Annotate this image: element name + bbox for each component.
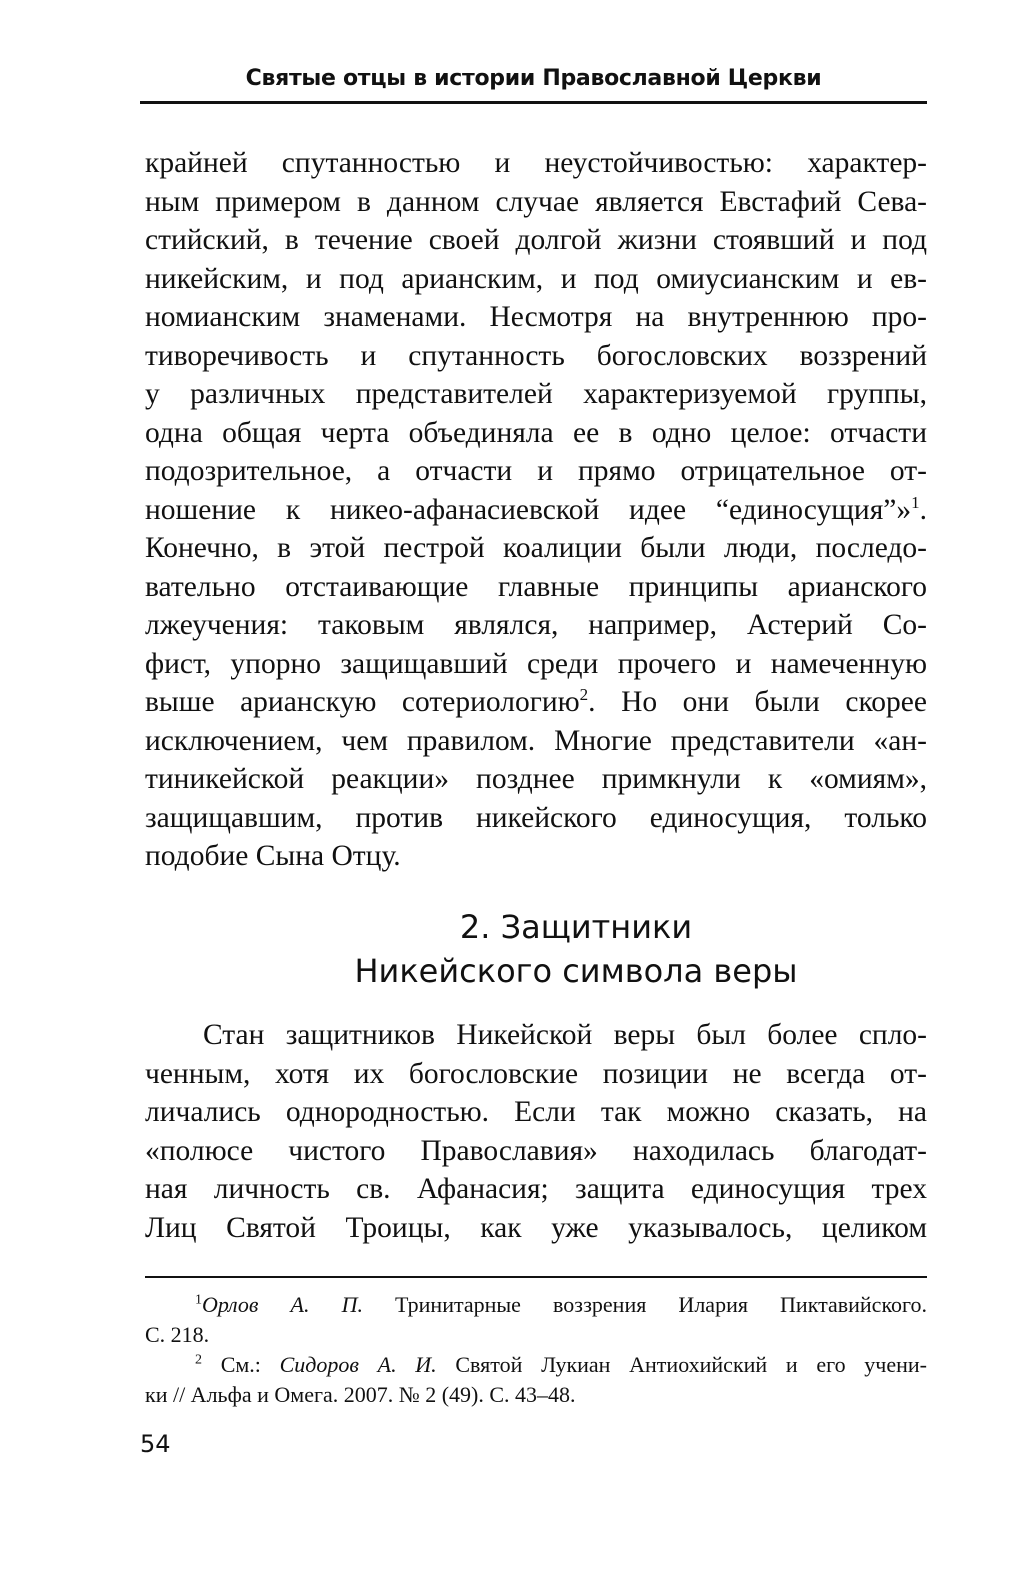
text-line: тиникейской реакции» позднее примкнули к «омиям», [145,763,927,795]
text-line: подозрительное, а отчасти и прямо отрицательное от- [145,455,927,487]
text-segment: ношение к никео-афанасиевской идее “единосущия”» [145,493,912,526]
text-line: вательно отстаивающие главные принципы арианского [145,570,927,603]
text-line: ным примером в данном случае является Евстафий Сева- [145,185,927,218]
text-line: ная личность св. Афанасия; защита единосущия трех [145,1173,927,1205]
text-line: личались однородностью. Если так можно сказать, на [145,1096,927,1128]
section-title-line-1: 2. Защитники [459,908,693,946]
text-line [145,683,927,722]
header-rule [140,101,927,104]
text-line: номианским знаменами. Несмотря на внутреннюю про- [145,301,927,333]
footnote-author: Сидоров А. И. [279,1352,437,1377]
text-line: фист, упорно защищавший среди прочего и намеченную [145,647,927,680]
text-line: у различных представителей характеризуемой группы, [145,378,927,410]
text-line: защищавшим, против никейского единосущия, только [145,801,927,834]
footnote-rule [145,1276,927,1278]
section-title-line-2: Никейского символа веры [354,952,798,990]
text-line: стийский, в течение своей долгой жизни стоявший и под [145,224,927,256]
footnote-number: 1 [195,1292,202,1308]
footnote-2-continuation: ки // Альфа и Омега. 2007. № 2 (49). С. 43–48. [145,1382,576,1407]
text-line: «полюсе чистого Православия» находилась благодат- [145,1134,927,1167]
text-line: исключением, чем правилом. Многие представители «ан- [145,724,927,757]
paragraph-2 [145,1016,927,1247]
footnote-prefix: См.: [202,1352,280,1377]
running-head: Святые отцы в истории Православной Церкви [245,66,822,91]
text-segment: . Но они были скорее [588,686,927,718]
text-line: одна общая черта объединяла ее в одно целое: отчасти [145,416,927,449]
text-line: ченным, хотя их богословские позиции не всегда от- [145,1057,927,1090]
text-line: лжеучения: таковым являлся, например, Астерий Со- [145,609,927,641]
footnote-1 [145,1290,927,1320]
footnote-2 [145,1350,927,1380]
footnote-number: 2 [195,1352,202,1368]
text-line: Стан защитников Никейской веры был более спло- [203,1019,927,1051]
text-line: никейским, и под арианским, и под омиусианским и ев- [145,262,927,295]
text-line: Лиц Святой Троицы, как уже указывалось, целиком [145,1211,927,1244]
text-line: тиворечивость и спутанность богословских воззрений [145,339,927,372]
footnote-text: Святой Лукиан Антиохийский и его учени- [436,1352,927,1377]
text-segment: выше арианскую сотериологию [145,686,580,718]
footnote-ref[interactable]: 2 [579,685,589,705]
page-number: 54 [140,1430,171,1458]
footnotes [145,1290,927,1410]
text-line: Конечно, в этой пестрой коалиции были люди, последо- [145,532,927,564]
text-line [145,491,927,530]
footnote-1-continuation: С. 218. [145,1322,210,1347]
footnote-author: Орлов А. П. [202,1292,363,1317]
footnote-ref[interactable]: 1 [911,492,920,512]
text-line: подобие Сына Отцу. [145,840,401,872]
footnote-text: Тринитарные воззрения Илария Пиктавийского. [362,1292,927,1317]
text-segment: . [919,493,927,526]
paragraph-1 [145,144,927,876]
text-line: крайней спутанностью и неустойчивостью: характер- [145,147,927,179]
